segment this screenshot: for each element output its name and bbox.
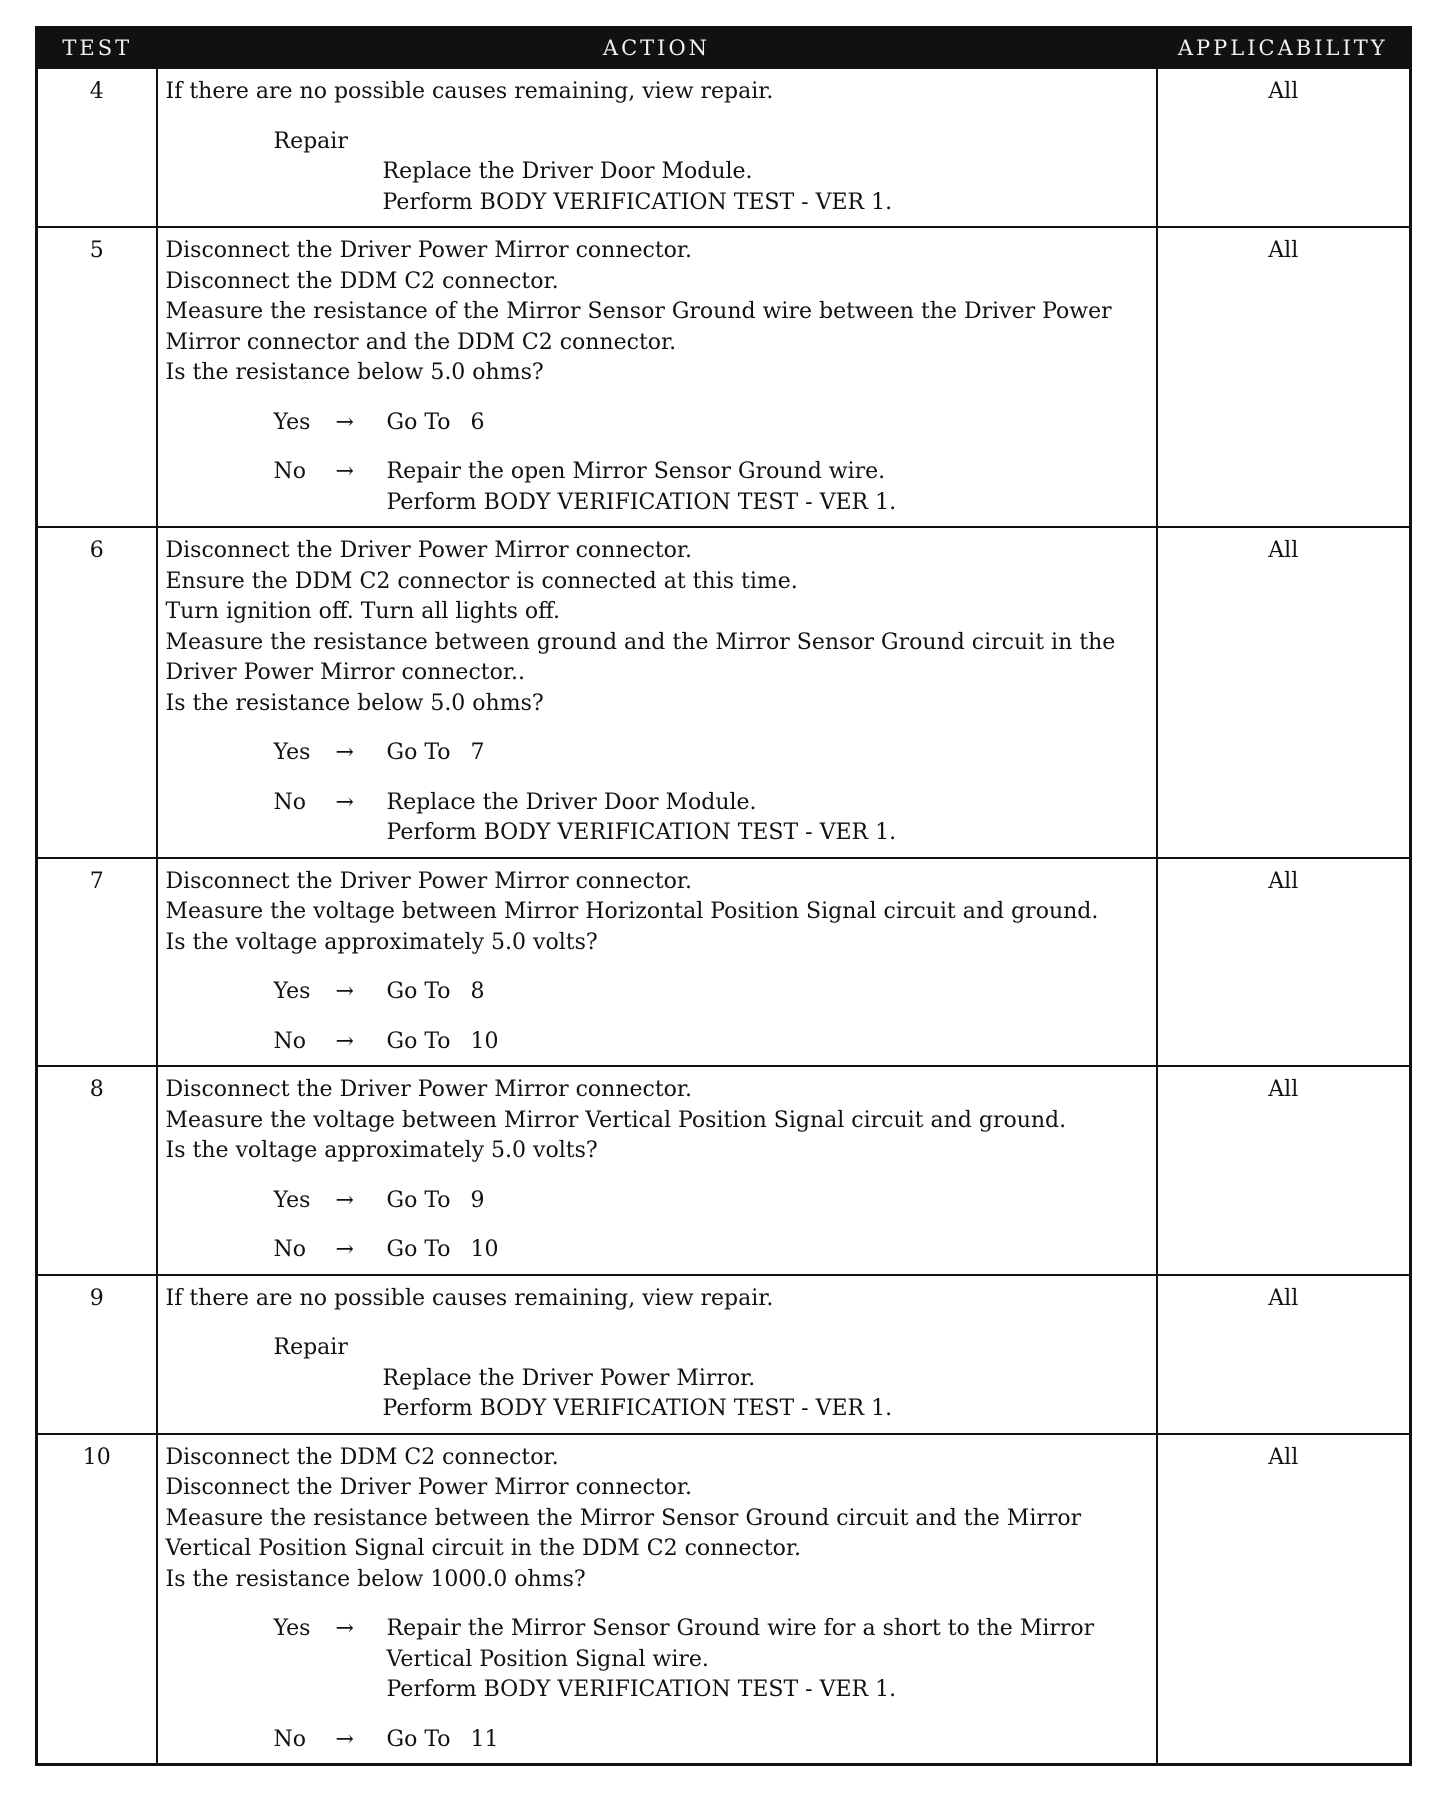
arrow-icon: → bbox=[335, 1028, 354, 1054]
applicability-value: All bbox=[1268, 538, 1299, 563]
yes-label: Yes bbox=[273, 1187, 311, 1213]
test-number: 5 bbox=[89, 238, 104, 263]
instruction-line: Mirror connector and the DDM C2 connector. bbox=[165, 329, 677, 355]
no-label: No bbox=[273, 1726, 306, 1752]
instruction-line: Turn ignition off. Turn all lights off. bbox=[165, 599, 560, 624]
goto-label: Go To bbox=[386, 740, 451, 765]
yes-branch bbox=[166, 1186, 1150, 1217]
repair-steps bbox=[274, 157, 1150, 218]
repair-step-line: Perform BODY VERIFICATION TEST - VER 1. bbox=[382, 1396, 893, 1421]
applicability-value: All bbox=[1268, 1077, 1299, 1102]
table-row bbox=[37, 858, 1411, 1067]
table-row bbox=[37, 1434, 1411, 1765]
yes-branch-content bbox=[387, 1614, 1150, 1706]
question-line: Is the resistance below 5.0 ohms? bbox=[165, 360, 544, 385]
instruction-line: Measure the voltage between Mirror Vertical Position Signal circuit and ground. bbox=[165, 1107, 1067, 1133]
instruction-line: Disconnect the Driver Power Mirror connector. bbox=[165, 238, 693, 263]
question-line: Is the resistance below 5.0 ohms? bbox=[165, 690, 544, 716]
instruction-line: Measure the resistance of the Mirror Sensor Ground wire between the Driver Power bbox=[165, 299, 1112, 324]
no-branch bbox=[166, 1725, 1150, 1756]
goto-step-number: 11 bbox=[470, 1726, 499, 1752]
table-row bbox=[37, 68, 1411, 227]
yes-result-line: Perform BODY VERIFICATION TEST - VER 1. bbox=[386, 1677, 897, 1702]
test-number: 8 bbox=[89, 1077, 104, 1102]
goto-label: Go To bbox=[386, 1187, 451, 1213]
test-number: 7 bbox=[89, 868, 104, 894]
repair-block bbox=[166, 1333, 1150, 1425]
yes-label: Yes bbox=[273, 1616, 311, 1641]
arrow-icon: → bbox=[335, 979, 354, 1004]
instruction-line: Vertical Position Signal circuit in the DDM C2 connector. bbox=[165, 1536, 802, 1561]
instruction-line: Measure the resistance between ground and the Mirror Sensor Ground circuit in the bbox=[165, 629, 1116, 655]
repair-step-line: Perform BODY VERIFICATION TEST - VER 1. bbox=[382, 189, 893, 215]
question-line: Is the resistance below 1000.0 ohms? bbox=[165, 1566, 586, 1592]
goto-line bbox=[387, 738, 1150, 769]
no-label: No bbox=[273, 459, 306, 484]
applicability-value: All bbox=[1268, 238, 1299, 263]
repair-block bbox=[166, 127, 1150, 219]
diagnostic-test-table bbox=[35, 26, 1412, 1766]
no-branch bbox=[166, 1027, 1150, 1058]
repair-step-line: Replace the Driver Power Mirror. bbox=[382, 1365, 756, 1391]
no-branch-content bbox=[387, 788, 1150, 849]
yes-branch bbox=[166, 738, 1150, 769]
action-cell bbox=[157, 227, 1157, 527]
action-cell bbox=[157, 527, 1157, 858]
instruction-line: Disconnect the DDM C2 connector. bbox=[165, 268, 559, 294]
table-row bbox=[37, 527, 1411, 858]
header-test: TEST bbox=[37, 28, 157, 69]
goto-line bbox=[387, 408, 1150, 439]
goto-label: Go To bbox=[386, 409, 451, 435]
table-row bbox=[37, 1066, 1411, 1275]
no-branch bbox=[166, 457, 1150, 518]
action-cell bbox=[157, 858, 1157, 1067]
instruction-line: Disconnect the Driver Power Mirror connector. bbox=[165, 538, 693, 563]
no-result-line: Replace the Driver Door Module. bbox=[386, 789, 757, 815]
instruction-line: Disconnect the DDM C2 connector. bbox=[165, 1444, 559, 1470]
goto-line bbox=[387, 977, 1150, 1008]
no-branch-content bbox=[387, 1725, 1150, 1756]
repair-steps bbox=[274, 1364, 1150, 1425]
no-result-line: Repair the open Mirror Sensor Ground wire. bbox=[386, 459, 886, 484]
no-label: No bbox=[273, 1028, 306, 1054]
arrow-icon: → bbox=[335, 1187, 354, 1213]
goto-line bbox=[387, 1725, 1150, 1756]
applicability-cell bbox=[1157, 527, 1411, 858]
instruction-line: Disconnect the Driver Power Mirror connector. bbox=[165, 868, 693, 894]
yes-label: Yes bbox=[273, 409, 311, 435]
goto-line bbox=[387, 1186, 1150, 1217]
yes-result-line: Repair the Mirror Sensor Ground wire for a short to the Mirror bbox=[386, 1616, 1095, 1641]
goto-label: Go To bbox=[386, 979, 451, 1004]
yes-label: Yes bbox=[273, 979, 311, 1004]
goto-step-number: 8 bbox=[470, 979, 485, 1004]
instruction-line: Measure the resistance between the Mirror Sensor Ground circuit and the Mirror bbox=[165, 1505, 1082, 1531]
test-number-cell bbox=[37, 527, 157, 858]
test-number-cell bbox=[37, 68, 157, 227]
goto-step-number: 10 bbox=[470, 1028, 499, 1054]
yes-branch-content bbox=[387, 1186, 1150, 1217]
instruction-line: Driver Power Mirror connector.. bbox=[165, 660, 525, 685]
applicability-cell bbox=[1157, 1066, 1411, 1275]
goto-label: Go To bbox=[386, 1028, 451, 1054]
header-applicability: APPLICABILITY bbox=[1157, 28, 1411, 69]
no-result-line: Perform BODY VERIFICATION TEST - VER 1. bbox=[386, 489, 897, 515]
instruction-line: Disconnect the Driver Power Mirror connector. bbox=[165, 1077, 693, 1102]
no-branch bbox=[166, 1235, 1150, 1266]
table-body bbox=[37, 68, 1411, 1765]
no-result-line: Perform BODY VERIFICATION TEST - VER 1. bbox=[386, 820, 897, 845]
test-number-cell bbox=[37, 1434, 157, 1765]
goto-line bbox=[387, 1235, 1150, 1266]
goto-step-number: 7 bbox=[470, 740, 485, 765]
yes-result-line: Vertical Position Signal wire. bbox=[386, 1646, 709, 1672]
table-row bbox=[37, 227, 1411, 527]
test-number-cell bbox=[37, 1066, 157, 1275]
yes-branch bbox=[166, 977, 1150, 1008]
yes-branch bbox=[166, 408, 1150, 439]
arrow-icon: → bbox=[335, 740, 354, 765]
instruction-line: Disconnect the Driver Power Mirror connector. bbox=[165, 1475, 693, 1500]
no-branch-content bbox=[387, 457, 1150, 518]
test-number: 6 bbox=[89, 538, 104, 563]
action-cell bbox=[157, 1066, 1157, 1275]
arrow-icon: → bbox=[335, 1726, 354, 1752]
no-branch-content bbox=[387, 1235, 1150, 1266]
instruction-line: Ensure the DDM C2 connector is connected at this time. bbox=[165, 568, 798, 594]
goto-step-number: 10 bbox=[470, 1237, 499, 1262]
action-cell bbox=[157, 68, 1157, 227]
applicability-cell bbox=[1157, 1434, 1411, 1765]
test-number: 4 bbox=[89, 79, 104, 104]
table-row bbox=[37, 1275, 1411, 1434]
arrow-icon: → bbox=[335, 409, 354, 435]
yes-branch-content bbox=[387, 408, 1150, 439]
applicability-value: All bbox=[1268, 79, 1299, 104]
yes-branch-content bbox=[387, 977, 1150, 1008]
no-label: No bbox=[273, 1237, 306, 1262]
question-line: Is the voltage approximately 5.0 volts? bbox=[165, 929, 598, 955]
no-branch bbox=[166, 788, 1150, 849]
test-number-cell bbox=[37, 858, 157, 1067]
applicability-cell bbox=[1157, 68, 1411, 227]
goto-label: Go To bbox=[386, 1726, 451, 1752]
repair-step-line: Replace the Driver Door Module. bbox=[382, 159, 753, 184]
test-number-cell bbox=[37, 1275, 157, 1434]
applicability-value: All bbox=[1268, 1444, 1299, 1470]
arrow-icon: → bbox=[335, 1237, 354, 1262]
applicability-value: All bbox=[1268, 1285, 1299, 1311]
arrow-icon: → bbox=[335, 459, 354, 484]
question-line: Is the voltage approximately 5.0 volts? bbox=[165, 1138, 598, 1163]
test-number-cell bbox=[37, 227, 157, 527]
yes-branch bbox=[166, 1614, 1150, 1706]
test-number: 10 bbox=[82, 1444, 111, 1470]
applicability-cell bbox=[1157, 858, 1411, 1067]
goto-step-number: 6 bbox=[470, 409, 485, 435]
repair-label: Repair bbox=[273, 1335, 348, 1360]
applicability-value: All bbox=[1268, 868, 1299, 894]
goto-label: Go To bbox=[386, 1237, 451, 1262]
instruction-line: If there are no possible causes remaining, view repair. bbox=[165, 79, 774, 104]
test-number: 9 bbox=[89, 1285, 104, 1311]
header-action: ACTION bbox=[157, 28, 1157, 69]
applicability-cell bbox=[1157, 227, 1411, 527]
no-label: No bbox=[273, 789, 306, 815]
yes-branch-content bbox=[387, 738, 1150, 769]
table-header-row bbox=[37, 28, 1411, 69]
applicability-cell bbox=[1157, 1275, 1411, 1434]
arrow-icon: → bbox=[335, 789, 354, 815]
yes-label: Yes bbox=[273, 740, 311, 765]
instruction-line: If there are no possible causes remaining, view repair. bbox=[165, 1285, 774, 1311]
arrow-icon: → bbox=[335, 1616, 354, 1641]
action-cell bbox=[157, 1275, 1157, 1434]
repair-label: Repair bbox=[273, 128, 348, 154]
goto-line bbox=[387, 1027, 1150, 1058]
action-cell bbox=[157, 1434, 1157, 1765]
no-branch-content bbox=[387, 1027, 1150, 1058]
goto-step-number: 9 bbox=[470, 1187, 485, 1213]
instruction-line: Measure the voltage between Mirror Horizontal Position Signal circuit and ground. bbox=[165, 899, 1099, 924]
